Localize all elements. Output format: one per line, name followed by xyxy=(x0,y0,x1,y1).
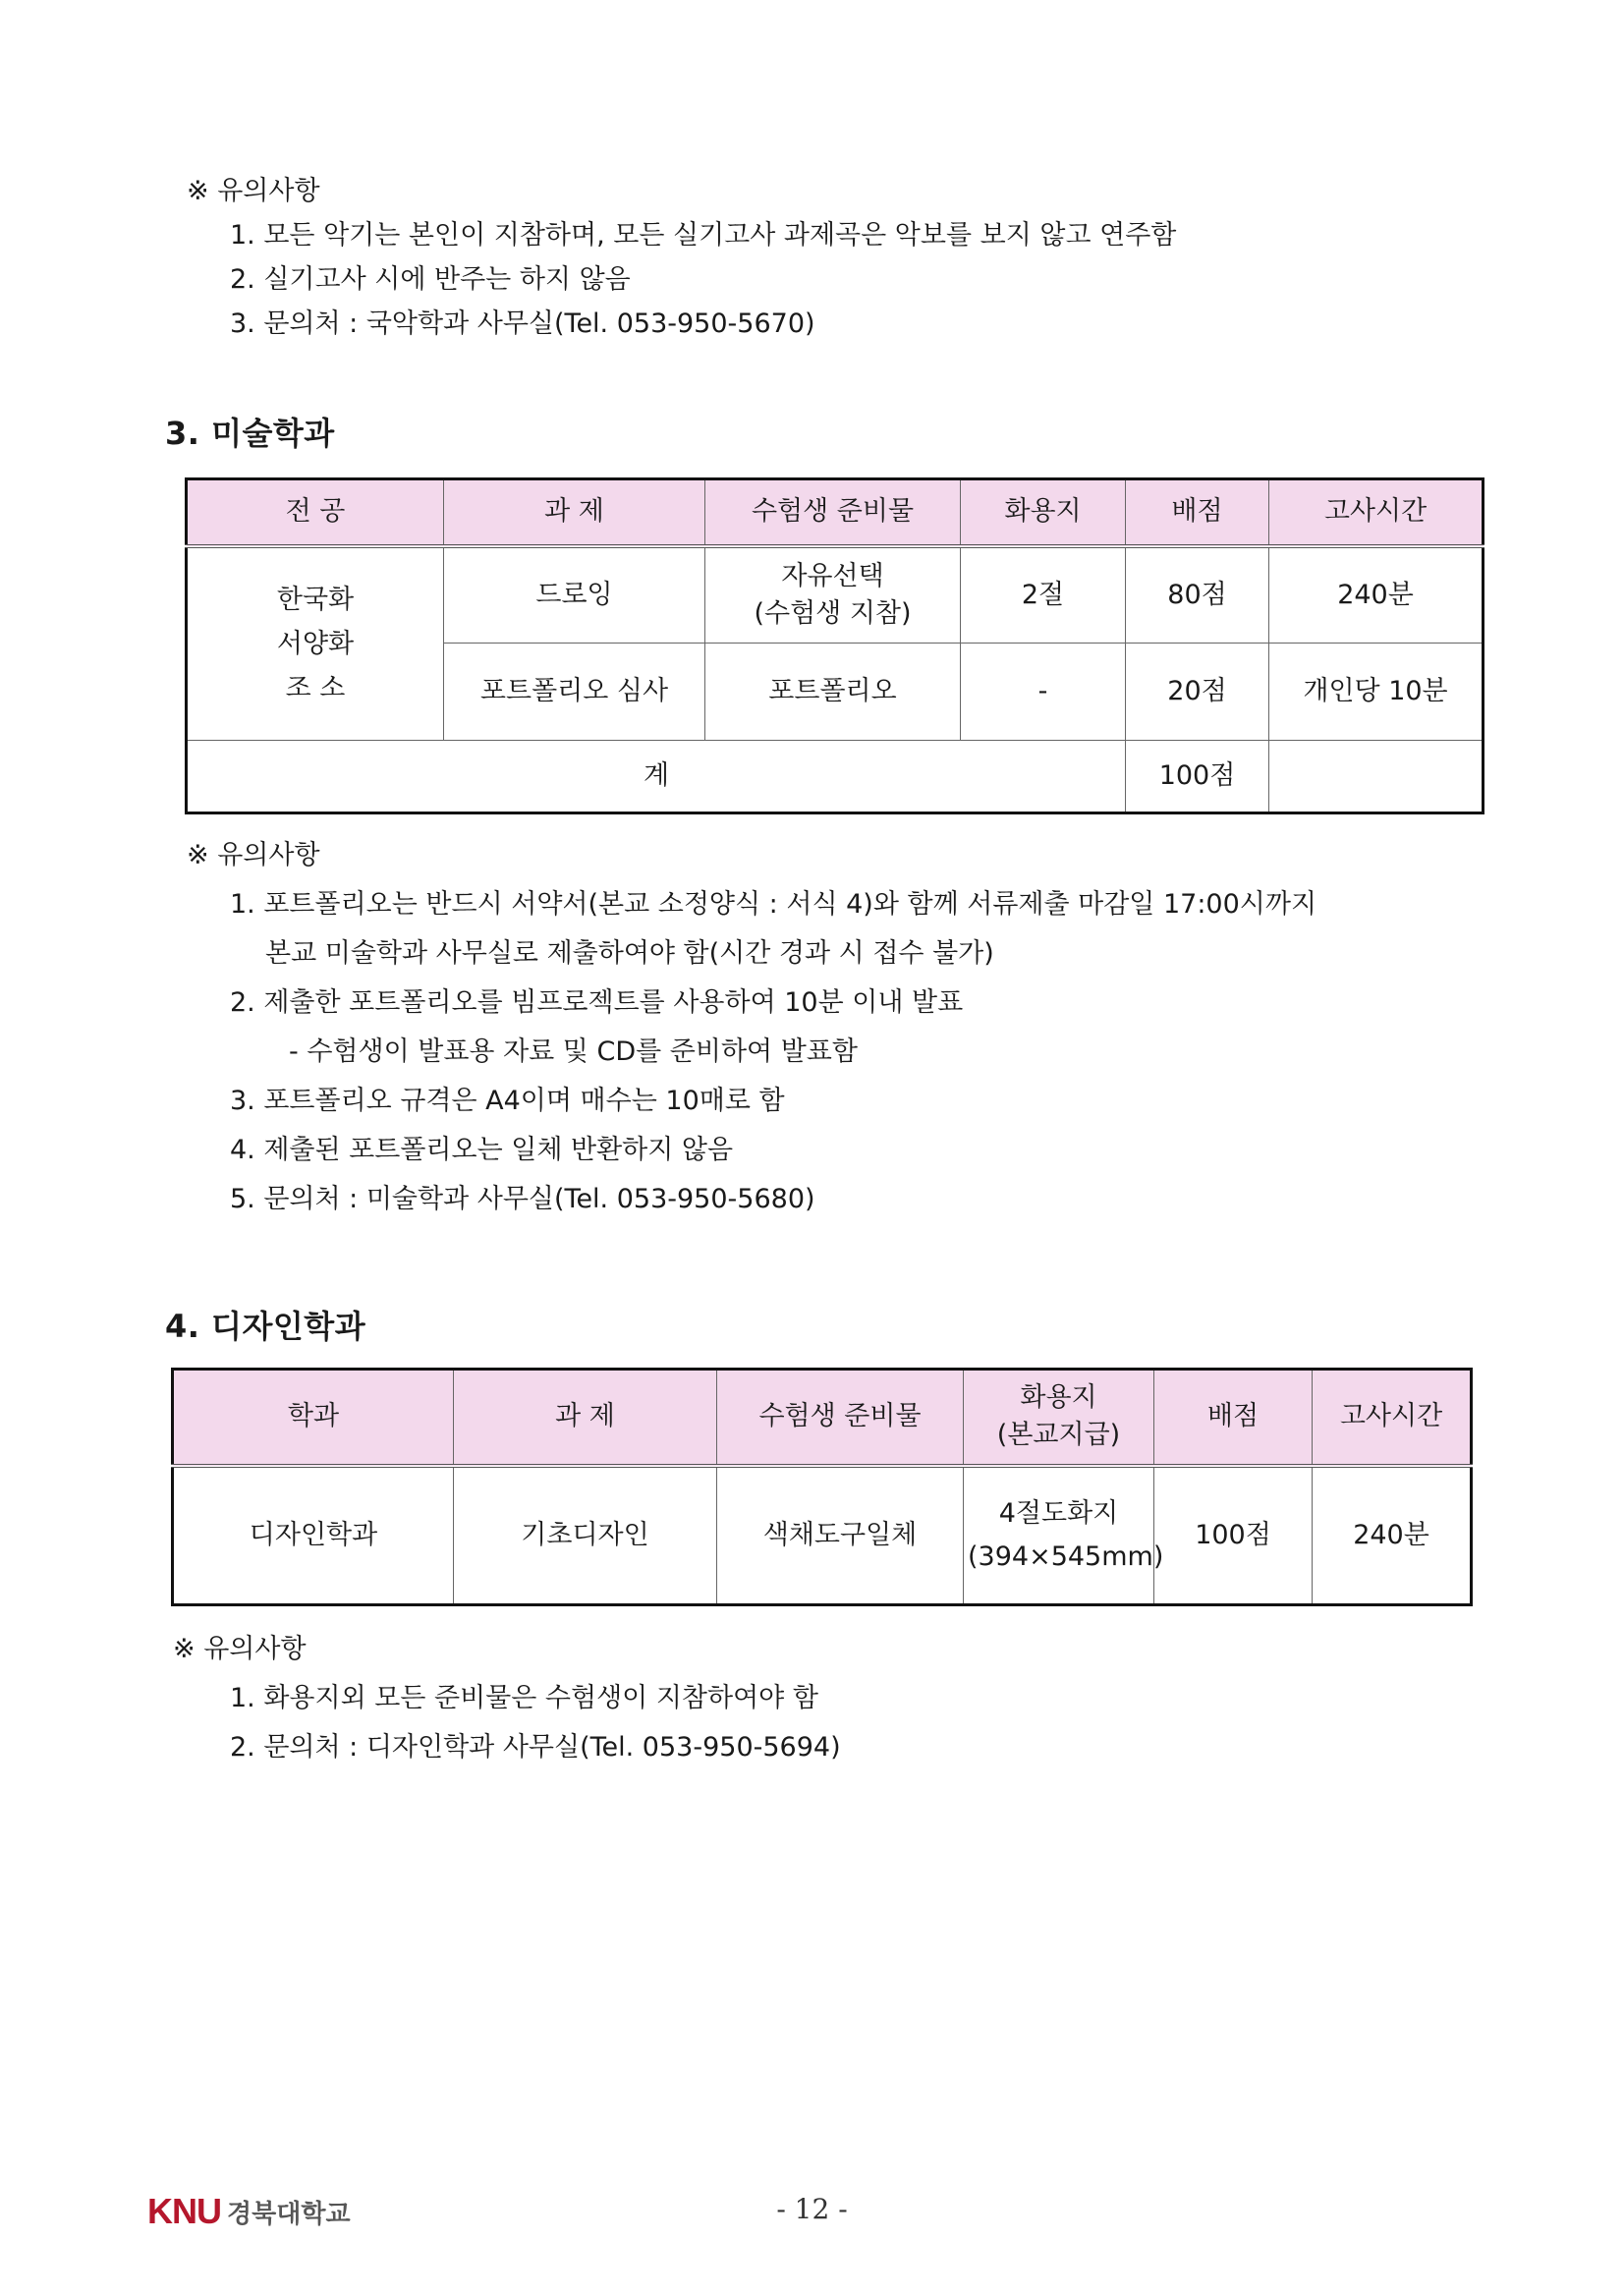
cell-time: 개인당 10분 xyxy=(1269,644,1484,741)
note-item: 3. 문의처 : 국악학과 사무실(Tel. 053-950-5670) xyxy=(230,308,815,339)
art-exam-table xyxy=(185,477,1484,814)
cell-total-score: 100점 xyxy=(1126,741,1269,813)
cell-task: 기초디자인 xyxy=(454,1466,717,1605)
note-item: 1. 포트폴리오는 반드시 서약서(본교 소정양식 : 서식 4)와 함께 서류제출 마감일 17:00시까지 xyxy=(230,889,1317,920)
cell-total-empty xyxy=(1269,741,1484,813)
notes-design xyxy=(173,1625,841,1772)
header-score: 배점 xyxy=(1154,1370,1313,1466)
note-item: 5. 문의처 : 미술학과 사무실(Tel. 053-950-5680) xyxy=(230,1184,815,1214)
header-supplies: 수험생 준비물 xyxy=(717,1370,964,1466)
design-exam-table xyxy=(171,1368,1473,1606)
major-name: 조 소 xyxy=(285,672,346,703)
note-item-continued: 본교 미술학과 사무실로 제출하여야 함(시간 경과 시 접수 불가) xyxy=(265,938,994,969)
table-row xyxy=(173,1466,1472,1605)
header-paper xyxy=(964,1370,1154,1466)
page-number: - 12 - xyxy=(776,2193,848,2225)
major-name: 서양화 xyxy=(276,628,355,659)
section-title-art: 3. 미술학과 xyxy=(165,415,335,452)
section-title-design: 4. 디자인학과 xyxy=(165,1308,366,1345)
notes-heading: ※ 유의사항 xyxy=(173,1634,307,1664)
header-time: 고사시간 xyxy=(1269,479,1484,546)
knu-logo-mark: KNU xyxy=(147,2191,221,2231)
header-task: 과 제 xyxy=(454,1370,717,1466)
header-supplies: 수험생 준비물 xyxy=(705,479,961,546)
header-major: 전 공 xyxy=(187,479,444,546)
table-header-row xyxy=(187,479,1484,546)
header-dept: 학과 xyxy=(173,1370,454,1466)
cell-supplies: 포트폴리오 xyxy=(705,644,961,741)
cell-time: 240분 xyxy=(1269,546,1484,644)
header-task: 과 제 xyxy=(444,479,705,546)
cell-paper xyxy=(964,1466,1164,1605)
cell-majors xyxy=(187,546,444,741)
notes-heading: ※ 유의사항 xyxy=(187,176,320,206)
knu-logo-text: 경북대학교 xyxy=(227,2199,351,2229)
cell-task: 드로잉 xyxy=(444,546,705,644)
supplies-line: (수험생 지참) xyxy=(754,597,912,629)
header-paper-line: (본교지급) xyxy=(996,1420,1121,1451)
note-item: 2. 문의처 : 디자인학과 사무실(Tel. 053-950-5694) xyxy=(230,1732,841,1763)
note-item: 2. 실기고사 시에 반주는 하지 않음 xyxy=(230,264,631,295)
table-total-row xyxy=(187,741,1484,813)
cell-score: 20점 xyxy=(1126,644,1269,741)
cell-dept: 디자인학과 xyxy=(173,1466,454,1605)
cell-supplies: 색채도구일체 xyxy=(717,1466,964,1605)
note-item: 1. 모든 악기는 본인이 지참하며, 모든 실기고사 과제곡은 악보를 보지 않고 연주함 xyxy=(230,220,1177,251)
notes-top xyxy=(187,169,1176,346)
paper-line: (394×545mm) xyxy=(968,1540,1164,1572)
notes-heading: ※ 유의사항 xyxy=(187,840,320,870)
cell-time: 240분 xyxy=(1313,1466,1472,1605)
cell-paper: - xyxy=(961,644,1126,741)
header-time: 고사시간 xyxy=(1313,1370,1472,1466)
note-item: 2. 제출한 포트폴리오를 빔프로젝트를 사용하여 10분 이내 발표 xyxy=(230,987,964,1018)
supplies-line: 자유선택 xyxy=(781,560,884,591)
notes-art xyxy=(187,831,1316,1224)
paper-line: 4절도화지 xyxy=(998,1497,1119,1529)
table-row xyxy=(187,546,1484,644)
cell-total-label: 계 xyxy=(187,741,1126,813)
cell-task: 포트폴리오 심사 xyxy=(444,644,705,741)
cell-supplies xyxy=(705,546,961,644)
note-item: 4. 제출된 포트폴리오는 일체 반환하지 않음 xyxy=(230,1135,734,1165)
header-paper-line: 화용지 xyxy=(1020,1382,1097,1414)
cell-score: 80점 xyxy=(1126,546,1269,644)
header-paper: 화용지 xyxy=(961,479,1126,546)
cell-paper: 2절 xyxy=(961,546,1126,644)
table-header-row xyxy=(173,1370,1472,1466)
header-score: 배점 xyxy=(1126,479,1269,546)
cell-score: 100점 xyxy=(1154,1466,1313,1605)
major-name: 한국화 xyxy=(276,584,355,615)
note-item: 1. 화용지외 모든 준비물은 수험생이 지참하여야 함 xyxy=(230,1683,818,1713)
note-subitem: - 수험생이 발표용 자료 및 CD를 준비하여 발표함 xyxy=(289,1036,858,1067)
note-item: 3. 포트폴리오 규격은 A4이며 매수는 10매로 함 xyxy=(230,1086,785,1116)
